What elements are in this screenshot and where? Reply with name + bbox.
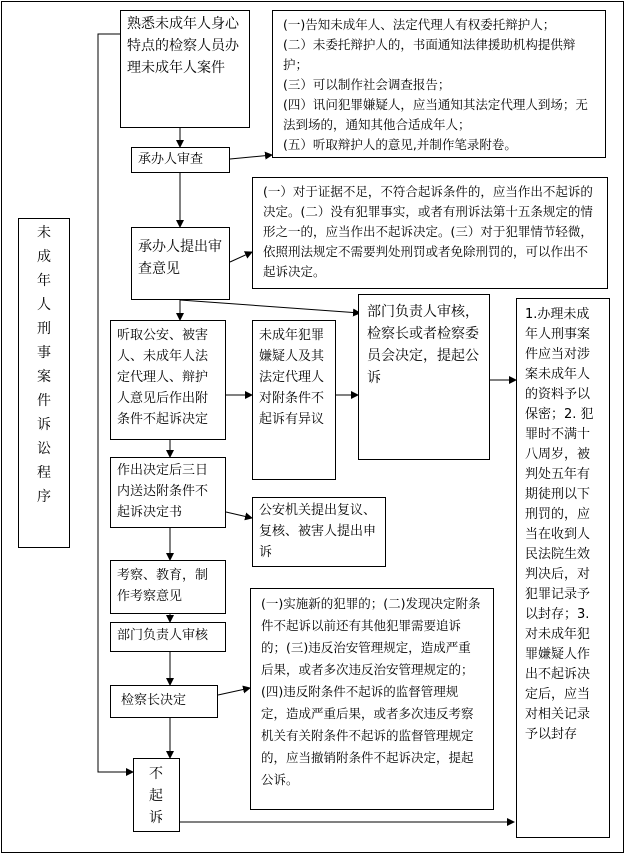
node-dept-review: 部门负责人审核 bbox=[110, 622, 226, 652]
node-handler-review: 承办人审查 bbox=[131, 147, 230, 173]
node-specialized-prosecutor: 熟悉未成年人身心特点的检察人员办理未成年人案件 bbox=[120, 10, 250, 128]
side-title: 未成年人刑事案件诉讼程序 bbox=[37, 225, 51, 505]
node-handler-opinion: 承办人提出审查意见 bbox=[131, 227, 230, 300]
node-objection: 未成年犯罪嫌疑人及其法定代理人对附条件不起诉有异议 bbox=[252, 320, 336, 480]
review-item-3: (三）可以制作社会调查报告； bbox=[283, 77, 451, 92]
review-items-note bbox=[272, 10, 606, 158]
node-reconsider: 公安机关提出复议、复核、被害人提出申诉 bbox=[252, 497, 386, 567]
side-title-box bbox=[18, 218, 70, 548]
node-hear-opinions: 听取公安、被害人、未成年人法定代理人、辩护人意见后作出附条件不起诉决定 bbox=[110, 320, 226, 440]
review-item-5: (五）听取辩护人的意见,并制作笔录附卷。 bbox=[283, 137, 517, 152]
node-no-prosecution: 不起诉 bbox=[133, 758, 180, 832]
no-prosecution-conditions-note: (一）对于证据不足，不符合起诉条件的，应当作出不起诉的决定。(二）没有犯罪事实，或者有刑诉法第十五条规定的情形之一的，应当作出不起诉决定。(三）对于犯罪情节轻微，依照刑法规定不需要判处刑罚或者免除刑罚的，可以作出不起诉决定。 bbox=[252, 177, 608, 289]
review-item-2: (二）未委托辩护人的，书面通知法律援助机构提供辩护； bbox=[283, 37, 576, 72]
review-item-4: (四）讯问犯罪嫌疑人，应当通知其法定代理人到场；无法到场的，通知其他合适成年人； bbox=[283, 97, 588, 132]
node-prosecution-decision: 部门负责人审核，检察长或者检察委员会决定，提起公诉 bbox=[358, 294, 490, 460]
node-inspect: 考察、教育，制作考察意见 bbox=[110, 560, 226, 614]
node-deliver-decision: 作出决定后三日内送达附条件不起诉决定书 bbox=[110, 457, 226, 528]
records-note: 1.办理未成年人刑事案件应当对涉案未成年人的资料予以保密；2. 犯罪时不满十八周岁，被判处五年有期徒刑以下刑罚的，应当在收到人民法院生效判决后，对犯罪记录予以封存；3.对未成年犯罪嫌疑人作出不起诉决定后，应当对相关记录予以封存 bbox=[516, 298, 610, 838]
review-item-1: (一)告知未成年人、法定代理人有权委托辩护人； bbox=[283, 17, 556, 32]
node-chief-decision: 检察长决定 bbox=[110, 685, 218, 718]
revocation-conditions-note: (一)实施新的犯罪的；(二)发现决定附条件不起诉以前还有其他犯罪需要追诉的；(三)违反治安管理规定，造成严重后果，或者多次违反治安管理规定的；(四)违反附条件不起诉的监督管理规定，造成严重后果，或者多次违反考察机关有关附条件不起诉的监督管理规定的，应当撤销附条件不起诉决定，提起公诉。 bbox=[250, 588, 494, 810]
